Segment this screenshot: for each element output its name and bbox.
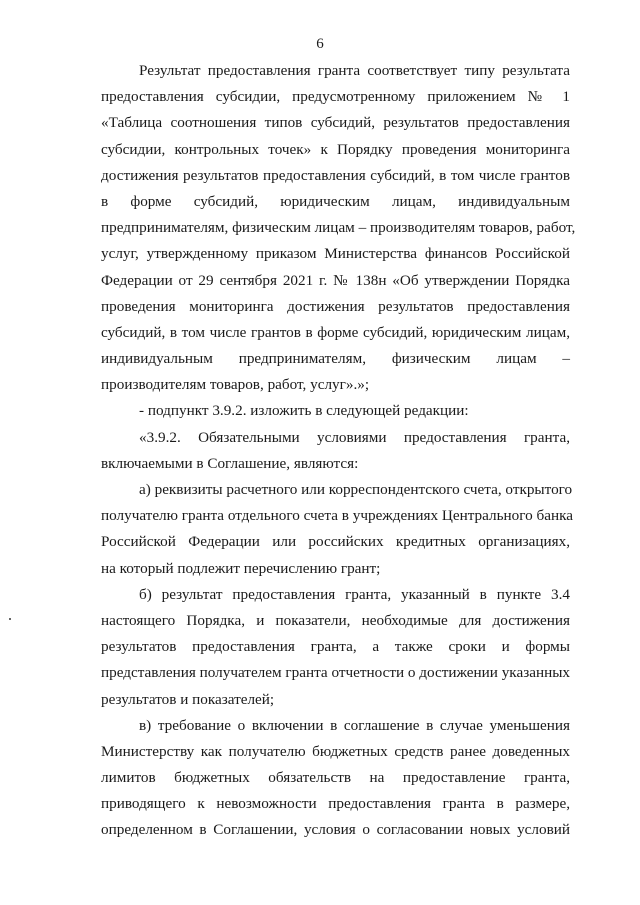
text-line: «Таблица соотношения типов субсидий, результатов предоставления — [101, 114, 570, 132]
text-line: лимитов бюджетных обязательств на предоставление гранта, — [101, 769, 570, 787]
text-line: представления получателем гранта отчетности о достижении указанных — [101, 664, 570, 682]
text-line: на который подлежит перечислению грант; — [101, 559, 381, 577]
text-line: в форме субсидий, юридическим лицам, индивидуальным — [101, 192, 570, 210]
text-line: предоставления субсидии, предусмотренному приложением № 1 — [101, 88, 570, 106]
text-line: получателю гранта отдельного счета в учреждениях Центрального банка — [101, 507, 573, 525]
text-line: включаемыми в Соглашение, являются: — [101, 454, 359, 472]
text-line: достижения результатов предоставления субсидий, в том числе грантов — [101, 166, 570, 184]
text-line: результатов предоставления гранта, а также сроки и формы — [101, 638, 570, 656]
text-line: производителям товаров, работ, услуг».»; — [101, 376, 370, 394]
text-line: Результат предоставления гранта соответствует типу результата — [139, 62, 570, 79]
text-line: б) результат предоставления гранта, указанный в пункте 3.4 — [139, 585, 570, 603]
document-body — [101, 58, 576, 844]
text-line: «3.9.2. Обязательными условиями предоставления гранта, — [139, 428, 570, 446]
text-line: услуг, утвержденному приказом Министерства финансов Российской — [101, 245, 570, 263]
page-number: 6 — [316, 36, 324, 52]
text-line: в) требование о включении в соглашение в случае уменьшения — [139, 716, 570, 734]
text-line: результатов и показателей; — [101, 690, 275, 708]
text-line: Федерации от 29 сентября 2021 г. № 138н «Об утверждении Порядка — [101, 271, 570, 289]
text-line: предпринимателям, физическим лицам – производителям товаров, работ, — [101, 219, 576, 237]
text-line: Российской Федерации или российских кредитных организациях, — [101, 533, 570, 551]
scan-speck — [9, 618, 11, 620]
text-line: субсидий, в том числе грантов в форме субсидий, юридическим лицам, — [101, 323, 570, 341]
text-line: - подпункт 3.9.2. изложить в следующей редакции: — [139, 402, 469, 420]
text-line: определенном в Соглашении, условия о согласовании новых условий — [101, 821, 570, 839]
text-line: а) реквизиты расчетного или корреспондентского счета, открытого — [139, 481, 573, 498]
text-line: настоящего Порядка, и показатели, необходимые для достижения — [101, 611, 570, 629]
text-line: индивидуальным предпринимателям, физическим лицам – — [101, 350, 570, 368]
text-line: Министерству как получателю бюджетных средств ранее доведенных — [101, 742, 570, 760]
text-line: субсидии, контрольных точек» к Порядку проведения мониторинга — [101, 140, 570, 158]
text-line: проведения мониторинга достижения результатов предоставления — [101, 297, 570, 315]
text-line: приводящего к невозможности предоставления гранта в размере, — [101, 795, 570, 813]
